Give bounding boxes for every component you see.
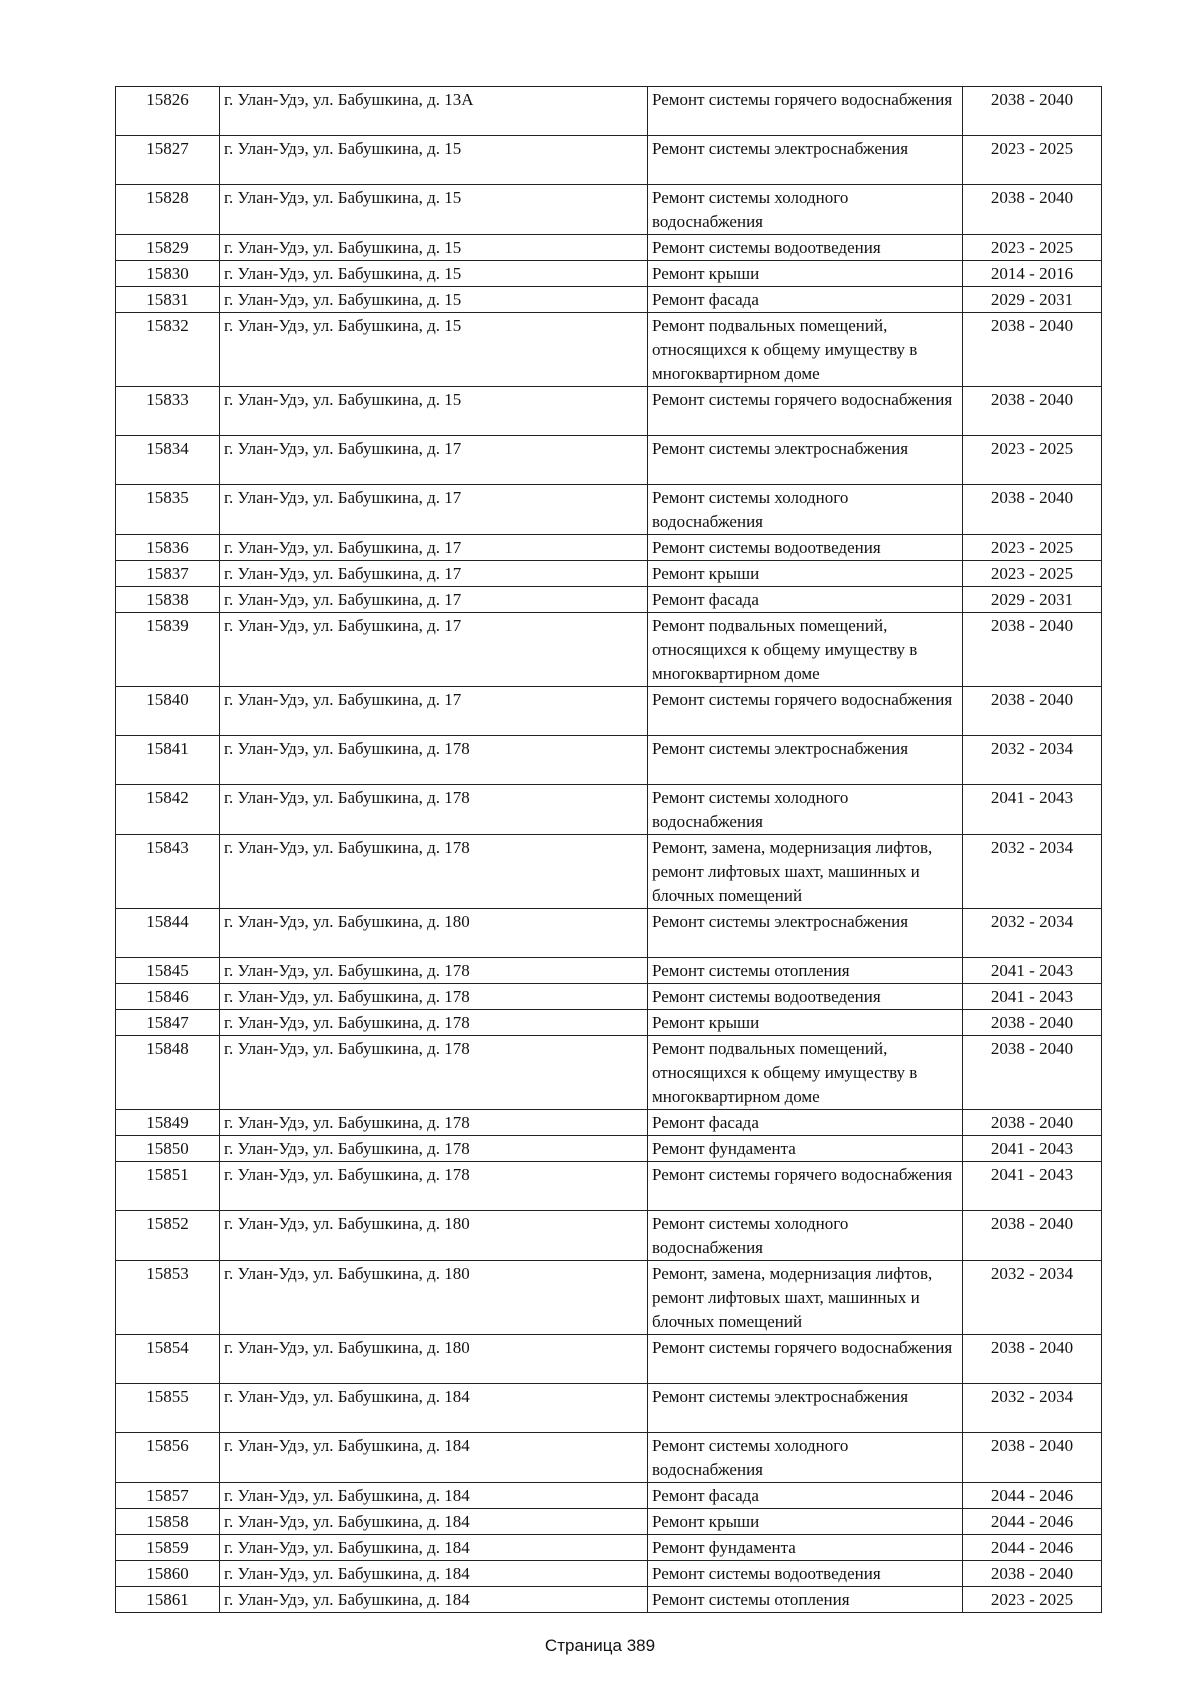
row-period: 2023 - 2025 [963,436,1102,485]
row-address: г. Улан-Удэ, ул. Бабушкина, д. 178 [220,736,648,785]
row-address: г. Улан-Удэ, ул. Бабушкина, д. 17 [220,561,648,587]
table-row [116,185,1102,235]
row-number: 15835 [116,485,220,535]
row-work-type: Ремонт системы холодного водоснабжения [648,485,963,535]
table-row [116,1010,1102,1036]
row-period: 2029 - 2031 [963,287,1102,313]
table-row [116,235,1102,261]
row-number: 15828 [116,185,220,235]
row-period: 2044 - 2046 [963,1509,1102,1535]
row-work-type: Ремонт системы электроснабжения [648,436,963,485]
row-work-type: Ремонт системы отопления [648,1587,963,1613]
row-number: 15846 [116,984,220,1010]
table-row [116,1261,1102,1335]
row-work-type: Ремонт, замена, модернизация лифтов, ремонт лифтовых шахт, машинных и блочных помещений [648,1261,963,1335]
row-period: 2038 - 2040 [963,1433,1102,1483]
row-period: 2038 - 2040 [963,1036,1102,1110]
table-row [116,1335,1102,1384]
row-address: г. Улан-Удэ, ул. Бабушкина, д. 180 [220,1211,648,1261]
row-work-type: Ремонт фундамента [648,1136,963,1162]
row-number: 15858 [116,1509,220,1535]
row-address: г. Улан-Удэ, ул. Бабушкина, д. 184 [220,1483,648,1509]
row-address: г. Улан-Удэ, ул. Бабушкина, д. 184 [220,1509,648,1535]
row-address: г. Улан-Удэ, ул. Бабушкина, д. 15 [220,313,648,387]
row-address: г. Улан-Удэ, ул. Бабушкина, д. 178 [220,1010,648,1036]
table-row [116,785,1102,835]
row-period: 2029 - 2031 [963,587,1102,613]
table-row [116,587,1102,613]
table-row [116,313,1102,387]
row-period: 2044 - 2046 [963,1535,1102,1561]
table-row [116,1136,1102,1162]
table-row [116,1162,1102,1211]
row-period: 2023 - 2025 [963,1587,1102,1613]
row-period: 2032 - 2034 [963,835,1102,909]
row-address: г. Улан-Удэ, ул. Бабушкина, д. 178 [220,1036,648,1110]
row-address: г. Улан-Удэ, ул. Бабушкина, д. 13А [220,87,648,136]
row-address: г. Улан-Удэ, ул. Бабушкина, д. 180 [220,1335,648,1384]
row-period: 2038 - 2040 [963,87,1102,136]
table-row [116,87,1102,136]
table-row [116,136,1102,185]
row-number: 15842 [116,785,220,835]
table-row [116,436,1102,485]
row-address: г. Улан-Удэ, ул. Бабушкина, д. 17 [220,587,648,613]
row-address: г. Улан-Удэ, ул. Бабушкина, д. 184 [220,1433,648,1483]
row-work-type: Ремонт системы водоотведения [648,535,963,561]
row-period: 2023 - 2025 [963,535,1102,561]
row-number: 15840 [116,687,220,736]
row-work-type: Ремонт системы водоотведения [648,235,963,261]
row-work-type: Ремонт подвальных помещений, относящихся к общему имуществу в многоквартирном доме [648,313,963,387]
row-address: г. Улан-Удэ, ул. Бабушкина, д. 184 [220,1587,648,1613]
row-number: 15826 [116,87,220,136]
row-address: г. Улан-Удэ, ул. Бабушкина, д. 178 [220,1162,648,1211]
row-number: 15847 [116,1010,220,1036]
row-address: г. Улан-Удэ, ул. Бабушкина, д. 184 [220,1535,648,1561]
page-number: Страница 389 [544,1636,656,1655]
row-period: 2038 - 2040 [963,613,1102,687]
row-period: 2032 - 2034 [963,909,1102,958]
row-address: г. Улан-Удэ, ул. Бабушкина, д. 15 [220,136,648,185]
table-row [116,1483,1102,1509]
table-body [116,87,1102,1613]
row-work-type: Ремонт системы холодного водоснабжения [648,1211,963,1261]
table-row [116,287,1102,313]
table-row [116,835,1102,909]
row-period: 2023 - 2025 [963,235,1102,261]
row-address: г. Улан-Удэ, ул. Бабушкина, д. 15 [220,235,648,261]
row-period: 2038 - 2040 [963,313,1102,387]
row-number: 15833 [116,387,220,436]
row-address: г. Улан-Удэ, ул. Бабушкина, д. 17 [220,687,648,736]
row-address: г. Улан-Удэ, ул. Бабушкина, д. 15 [220,185,648,235]
row-number: 15850 [116,1136,220,1162]
table-row [116,736,1102,785]
row-number: 15831 [116,287,220,313]
table-row [116,561,1102,587]
row-period: 2032 - 2034 [963,1261,1102,1335]
row-period: 2038 - 2040 [963,1110,1102,1136]
row-work-type: Ремонт системы холодного водоснабжения [648,185,963,235]
row-number: 15844 [116,909,220,958]
table-row [116,261,1102,287]
row-address: г. Улан-Удэ, ул. Бабушкина, д. 178 [220,785,648,835]
row-number: 15841 [116,736,220,785]
row-work-type: Ремонт подвальных помещений, относящихся к общему имуществу в многоквартирном доме [648,1036,963,1110]
row-number: 15849 [116,1110,220,1136]
table-row [116,1535,1102,1561]
row-address: г. Улан-Удэ, ул. Бабушкина, д. 180 [220,909,648,958]
row-work-type: Ремонт фасада [648,587,963,613]
row-work-type: Ремонт фасада [648,1110,963,1136]
row-address: г. Улан-Удэ, ул. Бабушкина, д. 17 [220,436,648,485]
table-row [116,909,1102,958]
row-address: г. Улан-Удэ, ул. Бабушкина, д. 178 [220,1110,648,1136]
row-period: 2041 - 2043 [963,1162,1102,1211]
table-row [116,1561,1102,1587]
row-period: 2038 - 2040 [963,1010,1102,1036]
row-work-type: Ремонт, замена, модернизация лифтов, ремонт лифтовых шахт, машинных и блочных помещений [648,835,963,909]
table-row [116,984,1102,1010]
row-number: 15861 [116,1587,220,1613]
row-address: г. Улан-Удэ, ул. Бабушкина, д. 184 [220,1561,648,1587]
row-period: 2038 - 2040 [963,1335,1102,1384]
table-row [116,1036,1102,1110]
row-number: 15845 [116,958,220,984]
row-period: 2023 - 2025 [963,561,1102,587]
row-work-type: Ремонт системы горячего водоснабжения [648,687,963,736]
row-period: 2038 - 2040 [963,387,1102,436]
row-work-type: Ремонт системы холодного водоснабжения [648,1433,963,1483]
row-period: 2038 - 2040 [963,485,1102,535]
row-work-type: Ремонт крыши [648,1509,963,1535]
row-number: 15848 [116,1036,220,1110]
row-number: 15860 [116,1561,220,1587]
row-number: 15834 [116,436,220,485]
row-work-type: Ремонт фундамента [648,1535,963,1561]
row-period: 2041 - 2043 [963,958,1102,984]
row-period: 2038 - 2040 [963,687,1102,736]
works-table [115,86,1102,1613]
row-work-type: Ремонт системы горячего водоснабжения [648,87,963,136]
row-period: 2041 - 2043 [963,1136,1102,1162]
row-address: г. Улан-Удэ, ул. Бабушкина, д. 178 [220,1136,648,1162]
row-number: 15836 [116,535,220,561]
row-work-type: Ремонт подвальных помещений, относящихся к общему имуществу в многоквартирном доме [648,613,963,687]
table-row [116,687,1102,736]
table-row [116,535,1102,561]
row-address: г. Улан-Удэ, ул. Бабушкина, д. 178 [220,984,648,1010]
row-number: 15837 [116,561,220,587]
table-row [116,485,1102,535]
row-number: 15854 [116,1335,220,1384]
row-period: 2038 - 2040 [963,185,1102,235]
row-work-type: Ремонт системы электроснабжения [648,1384,963,1433]
row-number: 15851 [116,1162,220,1211]
row-address: г. Улан-Удэ, ул. Бабушкина, д. 178 [220,958,648,984]
row-number: 15856 [116,1433,220,1483]
row-number: 15859 [116,1535,220,1561]
row-work-type: Ремонт системы холодного водоснабжения [648,785,963,835]
row-number: 15827 [116,136,220,185]
row-work-type: Ремонт фасада [648,1483,963,1509]
row-number: 15832 [116,313,220,387]
table-row [116,1509,1102,1535]
row-work-type: Ремонт системы отопления [648,958,963,984]
row-number: 15843 [116,835,220,909]
row-address: г. Улан-Удэ, ул. Бабушкина, д. 15 [220,261,648,287]
row-number: 15852 [116,1211,220,1261]
row-period: 2041 - 2043 [963,984,1102,1010]
row-work-type: Ремонт крыши [648,1010,963,1036]
row-work-type: Ремонт системы водоотведения [648,1561,963,1587]
row-address: г. Улан-Удэ, ул. Бабушкина, д. 17 [220,485,648,535]
table-row [116,613,1102,687]
row-work-type: Ремонт крыши [648,561,963,587]
row-number: 15839 [116,613,220,687]
row-address: г. Улан-Удэ, ул. Бабушкина, д. 15 [220,287,648,313]
row-period: 2032 - 2034 [963,736,1102,785]
row-address: г. Улан-Удэ, ул. Бабушкина, д. 17 [220,613,648,687]
row-work-type: Ремонт системы горячего водоснабжения [648,1162,963,1211]
row-address: г. Улан-Удэ, ул. Бабушкина, д. 178 [220,835,648,909]
table-row [116,387,1102,436]
row-period: 2044 - 2046 [963,1483,1102,1509]
table-row [116,1384,1102,1433]
row-number: 15838 [116,587,220,613]
row-period: 2038 - 2040 [963,1211,1102,1261]
table-row [116,1587,1102,1613]
row-work-type: Ремонт крыши [648,261,963,287]
row-period: 2038 - 2040 [963,1561,1102,1587]
row-work-type: Ремонт фасада [648,287,963,313]
row-period: 2014 - 2016 [963,261,1102,287]
row-period: 2041 - 2043 [963,785,1102,835]
row-address: г. Улан-Удэ, ул. Бабушкина, д. 17 [220,535,648,561]
row-work-type: Ремонт системы электроснабжения [648,136,963,185]
row-number: 15830 [116,261,220,287]
row-work-type: Ремонт системы горячего водоснабжения [648,1335,963,1384]
row-number: 15829 [116,235,220,261]
row-period: 2032 - 2034 [963,1384,1102,1433]
row-number: 15853 [116,1261,220,1335]
table-row [116,1110,1102,1136]
row-work-type: Ремонт системы электроснабжения [648,909,963,958]
row-work-type: Ремонт системы электроснабжения [648,736,963,785]
row-address: г. Улан-Удэ, ул. Бабушкина, д. 180 [220,1261,648,1335]
table-row [116,1433,1102,1483]
row-period: 2023 - 2025 [963,136,1102,185]
row-address: г. Улан-Удэ, ул. Бабушкина, д. 184 [220,1384,648,1433]
row-address: г. Улан-Удэ, ул. Бабушкина, д. 15 [220,387,648,436]
row-number: 15857 [116,1483,220,1509]
row-work-type: Ремонт системы водоотведения [648,984,963,1010]
table-row [116,958,1102,984]
row-work-type: Ремонт системы горячего водоснабжения [648,387,963,436]
row-number: 15855 [116,1384,220,1433]
table-row [116,1211,1102,1261]
